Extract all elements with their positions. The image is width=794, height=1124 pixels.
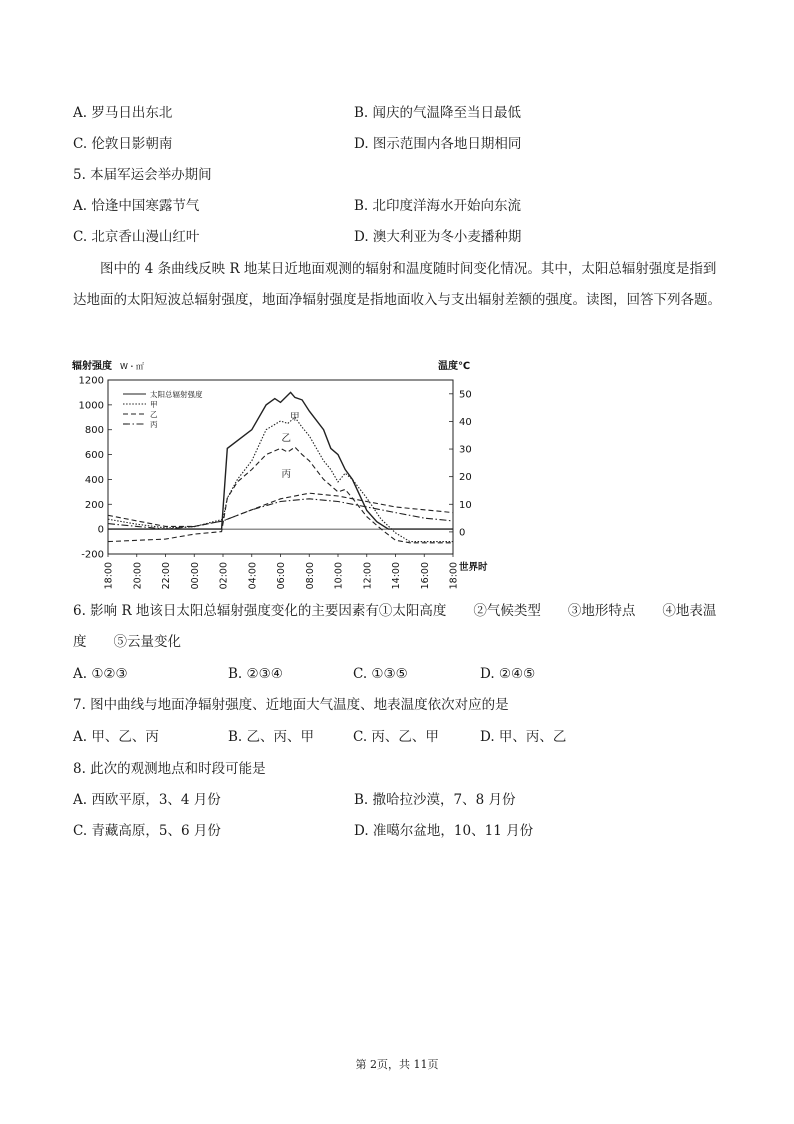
q7-stem: 7. 图中曲线与地面净辐射强度、近地面大气温度、地表温度依次对应的是 bbox=[73, 697, 509, 713]
q4-option-b: B. 闻庆的气温降至当日最低 bbox=[354, 105, 522, 121]
x-tick-label: 08:00 bbox=[304, 562, 316, 590]
legend-label: 甲 bbox=[150, 400, 158, 409]
curve-label: 甲 bbox=[290, 411, 300, 423]
right-axis-label: 温度℃ bbox=[438, 361, 471, 372]
x-tick-label: 18:00 bbox=[103, 562, 115, 590]
q6-option-c: C. ①③⑤ bbox=[353, 666, 408, 682]
q4-option-d: D. 图示范围内各地日期相同 bbox=[354, 136, 522, 152]
plot-frame bbox=[108, 380, 453, 554]
left-tick-label: 1200 bbox=[78, 375, 104, 387]
q6-option-b: B. ②③④ bbox=[228, 666, 283, 682]
right-tick-label: 50 bbox=[459, 389, 472, 401]
left-tick-label: 200 bbox=[84, 499, 104, 511]
q6-option-d: D. ②④⑤ bbox=[480, 666, 536, 682]
left-axis-label: 辐射强度 bbox=[72, 361, 112, 372]
q5-option-a: A. 恰逢中国寒露节气 bbox=[73, 198, 200, 214]
left-tick-label: 0 bbox=[97, 524, 104, 536]
curve-label: 乙 bbox=[281, 432, 292, 444]
q7-option-a: A. 甲、乙、丙 bbox=[73, 729, 159, 745]
right-tick-label: 40 bbox=[459, 416, 472, 428]
q6-option-a: A. ①②③ bbox=[73, 666, 128, 682]
legend-label: 太阳总辐射强度 bbox=[150, 390, 203, 399]
right-tick-label: 20 bbox=[459, 472, 472, 484]
x-tick-label: 00:00 bbox=[189, 562, 201, 590]
x-tick-label: 18:00 bbox=[448, 562, 460, 590]
q8-option-c: C. 青藏高原，5、6 月份 bbox=[73, 823, 221, 839]
x-tick-label: 12:00 bbox=[362, 562, 374, 590]
x-tick-label: 14:00 bbox=[391, 562, 402, 590]
q5-stem: 5. 本届军运会举办期间 bbox=[73, 167, 212, 183]
left-tick-label: -200 bbox=[81, 549, 104, 561]
q7-option-c: C. 丙、乙、甲 bbox=[353, 729, 439, 745]
q8-option-a: A. 西欧平原，3、4 月份 bbox=[73, 792, 221, 808]
q7-option-d: D. 甲、丙、乙 bbox=[480, 729, 567, 745]
page-footer: 第 2页，共 11页 bbox=[355, 1058, 439, 1071]
left-axis-unit: W・㎡ bbox=[120, 362, 144, 371]
x-tick-label: 10:00 bbox=[333, 562, 345, 590]
intro-paragraph: 图中的 4 条曲线反映 R 地某日近地面观测的辐射和温度随时间变化情况。其中，太阳总辐射强度是指到达地面的太阳短波总辐射强度，地面净辐射强度是指地面收入与支出辐射差额的强度。读图，回答下列各题。 bbox=[73, 261, 721, 308]
x-tick-label: 04:00 bbox=[247, 562, 259, 590]
left-tick-label: 600 bbox=[84, 450, 104, 462]
series-line-3 bbox=[108, 499, 453, 529]
left-tick-label: 1000 bbox=[78, 400, 104, 412]
right-tick-label: 30 bbox=[459, 444, 472, 456]
right-tick-label: 10 bbox=[459, 499, 472, 511]
curve-label: 丙 bbox=[281, 468, 292, 480]
q5-option-d: D. 澳大利亚为冬小麦播种期 bbox=[354, 229, 522, 245]
legend-label: 丙 bbox=[150, 420, 158, 429]
x-axis-label: 世界时 bbox=[459, 562, 488, 573]
q8-stem: 8. 此次的观测地点和时段可能是 bbox=[73, 761, 266, 777]
q5-option-b: B. 北印度洋海水开始向东流 bbox=[354, 198, 522, 214]
q8-option-b: B. 撒哈拉沙漠，7、8 月份 bbox=[354, 792, 516, 808]
x-tick-label: 22:00 bbox=[161, 562, 172, 590]
q8-option-d: D. 准噶尔盆地，10、11 月份 bbox=[354, 823, 534, 839]
x-tick-label: 16:00 bbox=[419, 562, 431, 590]
x-tick-label: 02:00 bbox=[218, 562, 230, 590]
q5-option-c: C. 北京香山漫山红叶 bbox=[73, 229, 200, 245]
radiation-temperature-chart bbox=[68, 356, 508, 592]
q4-option-a: A. 罗马日出东北 bbox=[73, 105, 173, 121]
left-tick-label: 800 bbox=[84, 425, 104, 437]
q6-stem: 6. 影响 R 地该日太阳总辐射强度变化的主要因素有①太阳高度 ②气候类型 ③地形特点 ④地表温度 ⑤云量变化 bbox=[73, 603, 717, 650]
q7-option-b: B. 乙、丙、甲 bbox=[228, 729, 315, 745]
series-line-4 bbox=[108, 493, 453, 526]
right-tick-label: 0 bbox=[459, 527, 466, 539]
x-tick-label: 06:00 bbox=[276, 562, 287, 590]
legend-label: 乙 bbox=[150, 410, 158, 419]
q4-option-c: C. 伦敦日影朝南 bbox=[73, 136, 173, 152]
series-line-0 bbox=[108, 392, 453, 529]
left-tick-label: 400 bbox=[84, 474, 104, 486]
x-tick-label: 20:00 bbox=[132, 562, 144, 590]
